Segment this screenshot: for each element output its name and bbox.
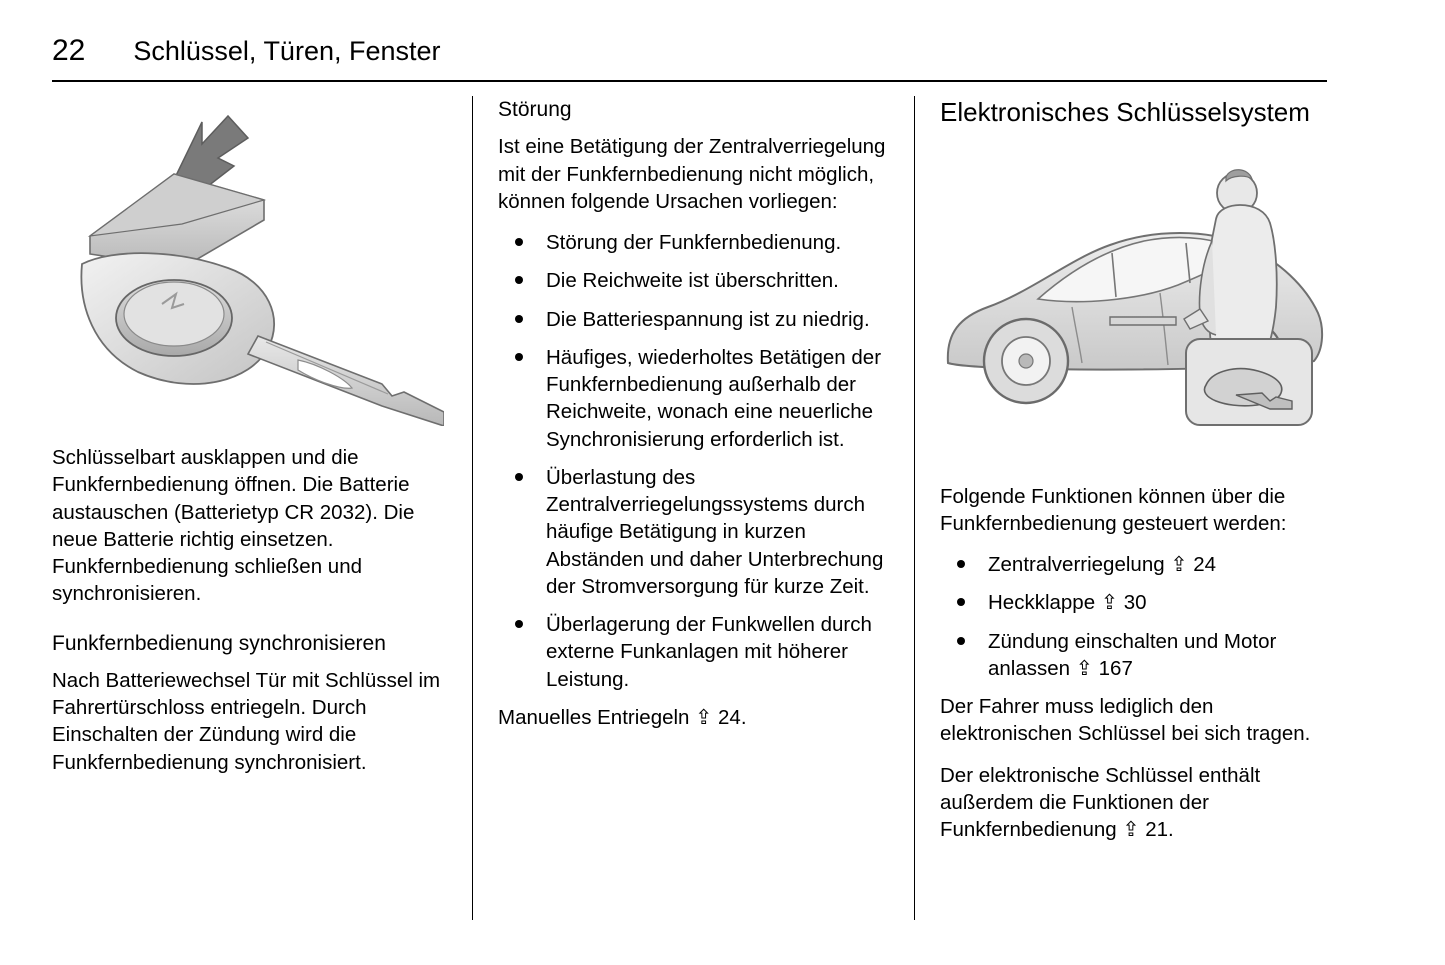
list-item-label: Heckklappe [988,591,1096,615]
list-item [940,589,1327,616]
page-header [52,34,1327,68]
battery-instructions-paragraph: Schlüsselbart ausklappen und die Funkfernbedienung öffnen. Die Batterie austauschen (Batterietyp CR 2032). Die neue Batterie richtig einsetzen. Funkfernbedienung schließen und synchronisieren. [52,446,415,606]
list-item: Störung der Funkfernbedienung. [498,229,886,256]
manual-unlock-reference [498,704,886,731]
list-item: Überlagerung der Funkwellen durch externe Funkanlagen mit höherer Leistung. [498,611,886,693]
column-1 [52,96,472,920]
page-reference-icon: ⇪ 24 [1170,553,1217,576]
fault-causes-list [498,229,886,693]
list-item-label: Zündung einschalten und Motor anlassen [988,629,1277,680]
driver-carry-key-paragraph: Der Fahrer muss lediglich den elektronischen Schlüssel bei sich tragen. [940,695,1311,746]
list-item [940,628,1327,683]
column-3 [914,96,1327,920]
electronic-key-functions-text: Der elektronische Schlüssel enthält außerdem die Funktionen der Funkfernbedienung [940,763,1261,841]
column-2 [472,96,914,920]
remote-functions-list [940,551,1327,682]
page-reference-icon: ⇪ 24. [695,705,747,729]
list-item: Überlastung des Zentralverriegelungssystems durch häufige Betätigung in kurzen Abständen und daher Unterbrechung der Stromversorgung für kurze Zeit. [498,464,886,600]
heading-electronic-key-system: Elektronisches Schlüsselsystem [940,97,1310,127]
sync-instructions-paragraph: Nach Batteriewechsel Tür mit Schlüssel im Fahrertürschloss entriegeln. Durch Einschalten der Zündung wird die Funkfernbedienung synchronisiert. [52,668,441,774]
page-columns [52,96,1327,920]
chapter-title: Schlüssel, Türen, Fenster [133,36,441,66]
page-reference-icon: ⇪ 167 [1075,656,1133,680]
manual-unlock-text: Manuelles Entriegeln [498,705,690,729]
electronic-key-functions-paragraph [940,762,1327,844]
page-number: 22 [52,34,86,67]
list-item [940,551,1327,578]
page-reference-icon: ⇪ 30 [1100,591,1147,615]
electronic-key-system-illustration [940,147,1327,467]
key-battery-replacement-illustration [52,96,444,426]
fault-intro-paragraph: Ist eine Betätigung der Zentralverriegelung mit der Funkfernbedienung nicht möglich, können folgende Ursachen vorliegen: [498,135,886,213]
heading-remote-sync: Funkfernbedienung synchronisieren [52,631,386,655]
remote-functions-intro: Folgende Funktionen können über die Funkfernbedienung gesteuert werden: [940,484,1287,535]
list-item: Die Batteriespannung ist zu niedrig. [498,306,886,333]
list-item-label: Zentralverriegelung [988,553,1165,576]
list-item: Die Reichweite ist überschritten. [498,267,886,294]
heading-fault: Störung [498,98,572,121]
list-item: Häufiges, wiederholtes Betätigen der Funkfernbedienung außerhalb der Reichweite, wonach eine neuerliche Synchronisierung erforderlich ist. [498,344,886,453]
header-divider-line [52,80,1327,82]
page-reference-icon: ⇪ 21. [1122,818,1174,841]
